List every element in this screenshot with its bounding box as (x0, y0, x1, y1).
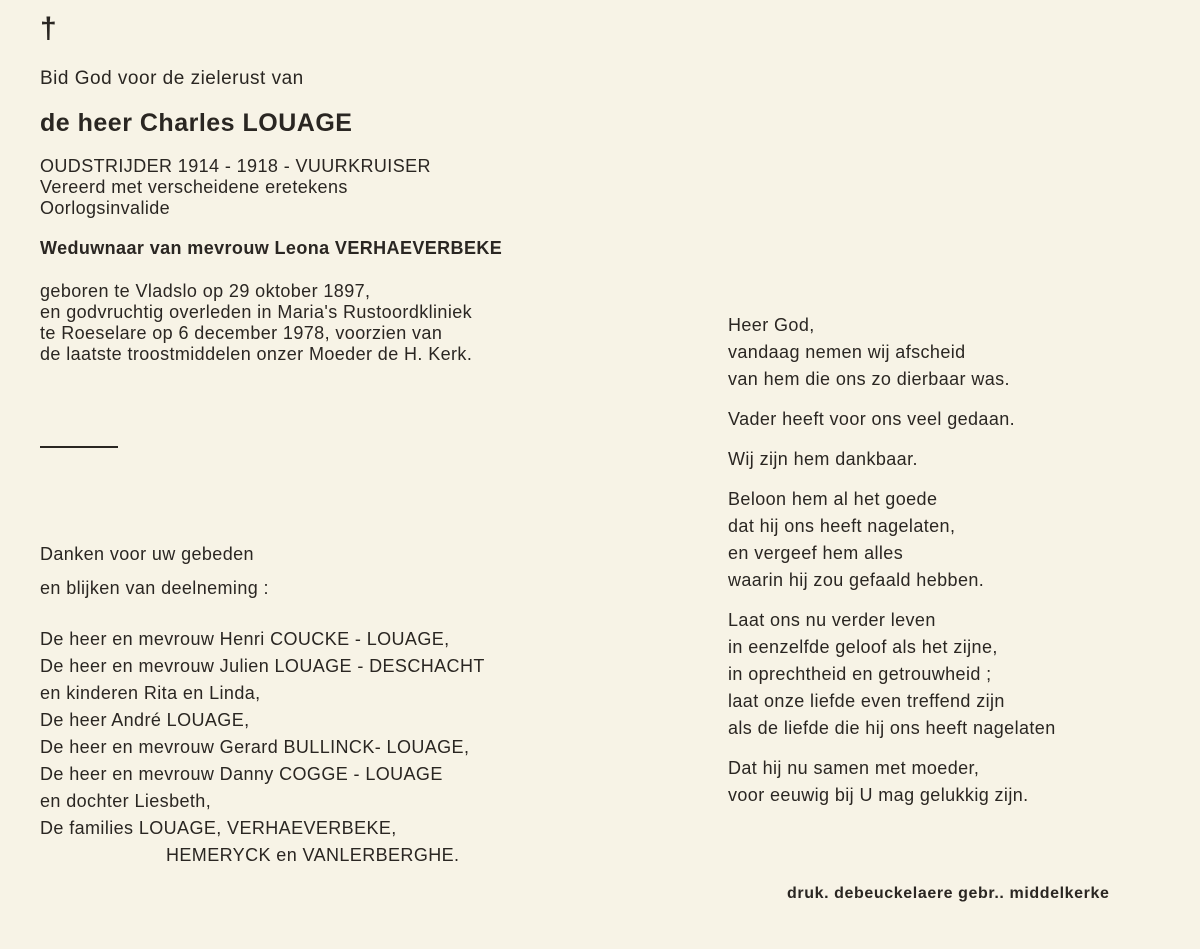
title-line: Vereerd met verscheidene eretekens (40, 177, 348, 197)
deceased-name: de heer Charles LOUAGE (40, 109, 353, 137)
prayer-line: als de liefde die hij ons heeft nagelaten (728, 718, 1056, 738)
bio-line: en godvruchtig overleden in Maria's Rustoordkliniek (40, 302, 473, 322)
widower-line: Weduwnaar van mevrouw Leona VERHAEVERBEKE (40, 238, 503, 258)
family-line: De heer en mevrouw Danny COGGE - LOUAGE (40, 764, 443, 784)
prayer-line: Vader heeft voor ons veel gedaan. (728, 409, 1016, 429)
prayer-stanza (728, 486, 1056, 594)
family-line: en dochter Liesbeth, (40, 791, 212, 811)
prayer-line: laat onze liefde even treffend zijn (728, 691, 1005, 711)
prayer-stanza (728, 446, 1056, 473)
prayer-line: Dat hij nu samen met moeder, (728, 758, 980, 778)
prayer-intro: Bid God voor de zielerust van (40, 68, 304, 89)
thanks-intro-2: en blijken van deelneming : (40, 578, 269, 598)
family-list (40, 626, 485, 869)
prayer-line: en vergeef hem alles (728, 543, 904, 563)
family-line: De families LOUAGE, VERHAEVERBEKE, (40, 818, 397, 838)
title-line: OUDSTRIJDER 1914 - 1918 - VUURKRUISER (40, 156, 431, 176)
thanks-intro-1: Danken voor uw gebeden (40, 544, 254, 564)
prayer-stanza (728, 607, 1056, 742)
printer-credit: druk. debeuckelaere gebr.. middelkerke (787, 885, 1110, 902)
cross-symbol: † (40, 12, 57, 45)
family-line: HEMERYCK en VANLERBERGHE. (166, 845, 460, 865)
family-line: De heer André LOUAGE, (40, 710, 250, 730)
prayer-line: vandaag nemen wij afscheid (728, 342, 966, 362)
prayer-line: Beloon hem al het goede (728, 489, 938, 509)
bio-line: geboren te Vladslo op 29 oktober 1897, (40, 281, 371, 301)
prayer-line: voor eeuwig bij U mag gelukkig zijn. (728, 785, 1029, 805)
prayer-line: dat hij ons heeft nagelaten, (728, 516, 956, 536)
bio-block (40, 281, 472, 365)
prayer-line: van hem die ons zo dierbaar was. (728, 369, 1010, 389)
prayer-stanza (728, 312, 1056, 393)
prayer-text (728, 312, 1056, 809)
family-line: De heer en mevrouw Henri COUCKE - LOUAGE, (40, 629, 450, 649)
prayer-line: Wij zijn hem dankbaar. (728, 449, 918, 469)
prayer-line: waarin hij zou gefaald hebben. (728, 570, 985, 590)
prayer-line: in oprechtheid en getrouwheid ; (728, 664, 992, 684)
family-line: en kinderen Rita en Linda, (40, 683, 261, 703)
bio-line: te Roeselare op 6 december 1978, voorzien van (40, 323, 443, 343)
prayer-line: in eenzelfde geloof als het zijne, (728, 637, 998, 657)
prayer-line: Heer God, (728, 315, 815, 335)
titles-block (40, 156, 431, 219)
title-line: Oorlogsinvalide (40, 198, 171, 218)
family-line: De heer en mevrouw Julien LOUAGE - DESCHACHT (40, 656, 485, 676)
divider-rule (40, 446, 118, 448)
bio-line: de laatste troostmiddelen onzer Moeder de H. Kerk. (40, 344, 473, 364)
prayer-stanza (728, 406, 1056, 433)
prayer-line: Laat ons nu verder leven (728, 610, 936, 630)
family-line: De heer en mevrouw Gerard BULLINCK- LOUAGE, (40, 737, 470, 757)
prayer-stanza (728, 755, 1056, 809)
